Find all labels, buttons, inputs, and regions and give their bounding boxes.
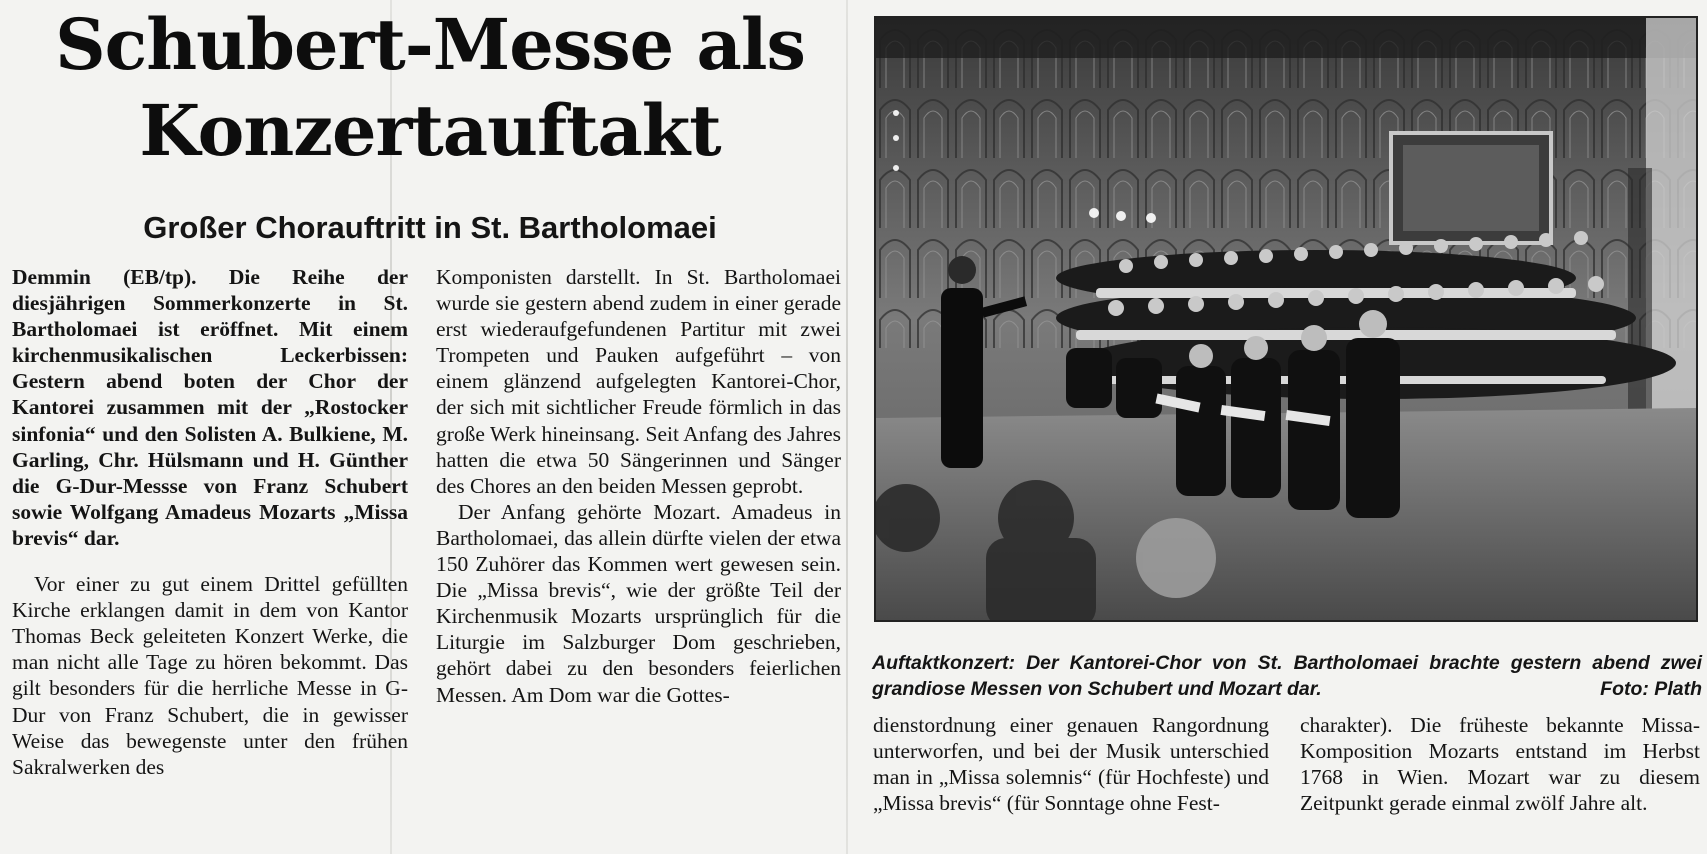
body-paragraph: charakter). Die früheste bekannte Missa-Komposition Mozarts entstand im Herbst 1768 in Wien. Mozart war zu diesem Zeitpunkt gerade einmal zwölf Jahre alt. bbox=[1300, 713, 1700, 816]
body-paragraph: Der Anfang gehörte Mozart. Amadeus in Bartholomaei, das allein dürfte vielen der etwa 150 Zuhörer das Kommen wert gewesen sein. Die „Missa brevis“, wie der größte Teil der Kirchenmusik Mozarts ursprünglich für die Liturgie im Salzburger Dom geschrieben, gehört dabei zu den besonders feierlichen Messen. Am Dom war die Gottes- bbox=[436, 499, 841, 707]
headline-line-1: Schubert-Messe als bbox=[55, 3, 805, 86]
lead-paragraph: Demmin (EB/tp). Die Reihe der diesjährigen Sommerkonzerte in St. Bartholomaei ist eröffnet. Mit einem kirchenmusikalischen Leckerbissen: Gestern abend boten der Chor der Kantorei zusammen mit der „Rostocker sinfonia“ und den Solisten A. Bulkiene, M. Garling, Chr. Hülsmann und H. Günther die G-Dur-Messse von Franz Schubert sowie Wolfgang Amadeus Mozarts „Missa brevis“ dar. bbox=[12, 265, 408, 550]
article-column-4 bbox=[1300, 712, 1700, 816]
concert-photo bbox=[874, 16, 1698, 622]
paragraph-gap bbox=[12, 551, 408, 571]
caption-text: Auftaktkonzert: Der Kantorei-Chor von St. Bartholomaei brachte gestern abend zwei grandiose Messen von Schubert und Mozart dar. bbox=[872, 652, 1702, 700]
body-paragraph: Vor einer zu gut einem Drittel gefüllten Kirche erklangen damit in dem von Kantor Thomas Beck geleiteten Konzert Werke, die man nicht alle Tage zu hören bekommt. Das gilt besonders für die herrliche Messe in G-Dur von Franz Schubert, die in gewisser Weise das bewegenste unter den frühen Sakralwerken des bbox=[12, 572, 408, 779]
headline bbox=[0, 2, 860, 174]
choir-in-church-image bbox=[876, 18, 1696, 620]
body-paragraph: Komponisten darstellt. In St. Bartholomaei wurde sie gestern abend zudem in einer gerade erst wiederaufgefundenen Partitur mit zwei Trompeten und Pauken aufgeführt – von einem glänzend aufgelegten Kantorei-Chor, der sich mit sichtlicher Freude förmlich in das große Werk hineinsang. Seit Anfang des Jahres hatten die etwa 50 Sängerinnen und Sänger des Chores an den beiden Messen geprobt. bbox=[436, 265, 841, 498]
photo-credit: Foto: Plath bbox=[1600, 678, 1702, 700]
headline-line-2: Konzertauftakt bbox=[139, 89, 721, 172]
subheadline: Großer Chorauftritt in St. Bartholomaei bbox=[143, 210, 717, 245]
body-paragraph: dienstordnung einer genauen Rangordnung unterworfen, und bei der Musik unterschied man in „Missa solemnis“ (für Hochfeste) und „Missa brevis“ (für Sonntage ohne Fest- bbox=[873, 713, 1269, 816]
article-column-3 bbox=[873, 712, 1269, 816]
article-column-1 bbox=[12, 264, 408, 780]
photo-caption bbox=[872, 650, 1702, 702]
article-column-2 bbox=[436, 264, 841, 708]
